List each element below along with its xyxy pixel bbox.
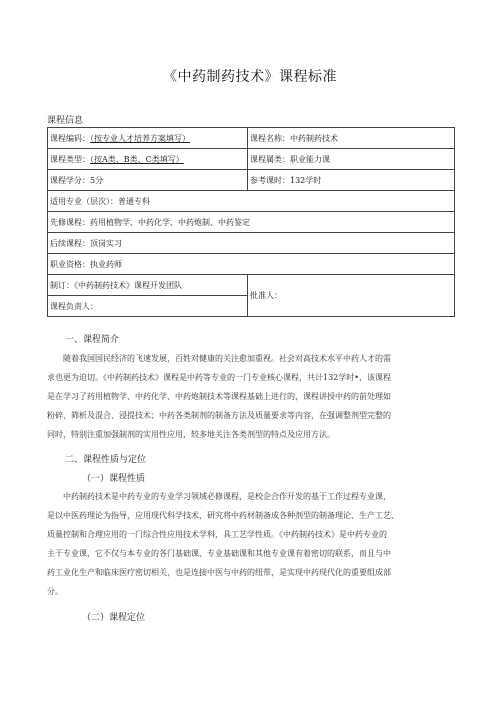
applicable-major-value: 普通专科	[118, 196, 150, 206]
paragraph-line: 是在学习了药用植物学、中药化学、中药炮制技术等课程基础上进行的，课程讲授中药的前处理如	[47, 392, 391, 401]
section-heading-intro: 一、课程简介	[65, 335, 120, 345]
paragraph-line: 分。	[47, 587, 63, 596]
course-name-value: 中药制药技术	[290, 133, 338, 143]
page-title: 《中药制药技术》课程标准	[163, 69, 337, 85]
table-row	[48, 191, 455, 212]
table-row	[48, 149, 455, 170]
follow-up-value: 顶岗实习	[90, 238, 122, 248]
table-row	[48, 170, 455, 191]
table-row	[48, 233, 455, 254]
course-name-cell	[248, 128, 455, 149]
course-category-value: 职业能力课	[290, 154, 330, 164]
nature-paragraph	[47, 487, 457, 601]
paragraph-line: 药工业化生产和临床医疗密切相关，也是连接中医与中药的纽带，是实现中药现代化的重要组成部	[47, 568, 391, 577]
course-type-label: 课程类型：	[50, 154, 90, 164]
course-owner-label: 课程负责人：	[50, 301, 98, 311]
author-cell	[48, 275, 248, 296]
table-row	[48, 128, 455, 149]
applicable-major-cell	[48, 191, 455, 212]
follow-up-label: 后续课程：	[50, 238, 90, 248]
course-type-value: （按A类、B类、C类填写）	[90, 154, 184, 164]
paragraph-line: 求也更为迫切。《中药制药技术》课程是中药等专业的一门专业核心课程，共计132学时•，该课程	[47, 373, 391, 382]
course-code-label: 课程编码：	[50, 133, 90, 143]
intro-paragraph	[47, 349, 457, 444]
course-name-label: 课程名称：	[250, 133, 290, 143]
prerequisite-label: 先修课程：	[50, 217, 90, 227]
course-info-heading: 课程信息	[47, 116, 84, 126]
course-owner-cell	[48, 296, 248, 317]
paragraph-line: 主干专业课，它不仅与本专业的各门基础课、专业基础课和其他专业课有着密切的联系，而且与中	[47, 549, 391, 558]
course-code-value: （按专业人才培养方案填写）	[90, 133, 190, 143]
course-category-cell	[248, 149, 455, 170]
course-info-table	[47, 127, 455, 317]
prerequisite-value: 药用植物学、中药化学、中药炮制、中药鉴定	[90, 217, 250, 227]
follow-up-cell	[48, 233, 455, 254]
table-row	[48, 212, 455, 233]
section-heading-nature: 二、课程性质与定位	[65, 455, 147, 465]
subsection-heading-nature: （一）课程性质	[82, 474, 146, 484]
table-row	[48, 275, 455, 296]
author-label: 制订：	[50, 280, 74, 290]
paragraph-line: 质量控制和合理应用的一门综合性应用技术学科，具工艺学性质。《中药制药技术》是中药专业的	[47, 530, 387, 539]
reference-hours-label: 参考课时：	[250, 175, 290, 185]
qualification-label: 职业资格：	[50, 259, 90, 269]
subsection-heading-positioning: （二）课程定位	[82, 613, 146, 623]
course-credit-label: 课程学分：	[50, 175, 90, 185]
paragraph-line: 中药制药技术是中药专业的专业学习领域必修课程，是校企合作开发的基于工作过程专业课，	[63, 492, 391, 501]
paragraph-line: 随着我国国民经济的飞速发展，百姓对健康的关注愈加重视。社会对高技术水平中药人才的需	[63, 354, 391, 363]
prerequisite-cell	[48, 212, 455, 233]
approver-cell	[248, 275, 455, 317]
reference-hours-value: 132学时	[290, 175, 322, 185]
applicable-major-label: 适用专业（层次）：	[50, 196, 118, 206]
paragraph-line: 同时，特别注重加强制剂的实用性应用，较多地关注各类剂型的特点及应用方法。	[47, 430, 335, 439]
course-credit-value: 5分	[90, 175, 104, 185]
qualification-value: 执业药师	[90, 259, 122, 269]
course-type-cell	[48, 149, 248, 170]
paragraph-line: 是以中医药理论为指导，应用现代科学技术，研究将中药材制备成各种剂型的制备理论、生产工艺、	[47, 511, 399, 520]
table-row	[48, 254, 455, 275]
paragraph-line: 粉碎、筛析及混合、浸提技术；中药各类制剂的制备方法及质量要求等内容，在强调整剂型完整的	[47, 411, 391, 420]
author-value: 《中药制药技术》课程开发团队	[74, 280, 182, 290]
qualification-cell	[48, 254, 455, 275]
course-category-label: 课程属类：	[250, 154, 290, 164]
reference-hours-cell	[248, 170, 455, 191]
course-credit-cell	[48, 170, 248, 191]
approver-label: 批准人：	[250, 291, 282, 300]
course-code-cell	[48, 128, 248, 149]
